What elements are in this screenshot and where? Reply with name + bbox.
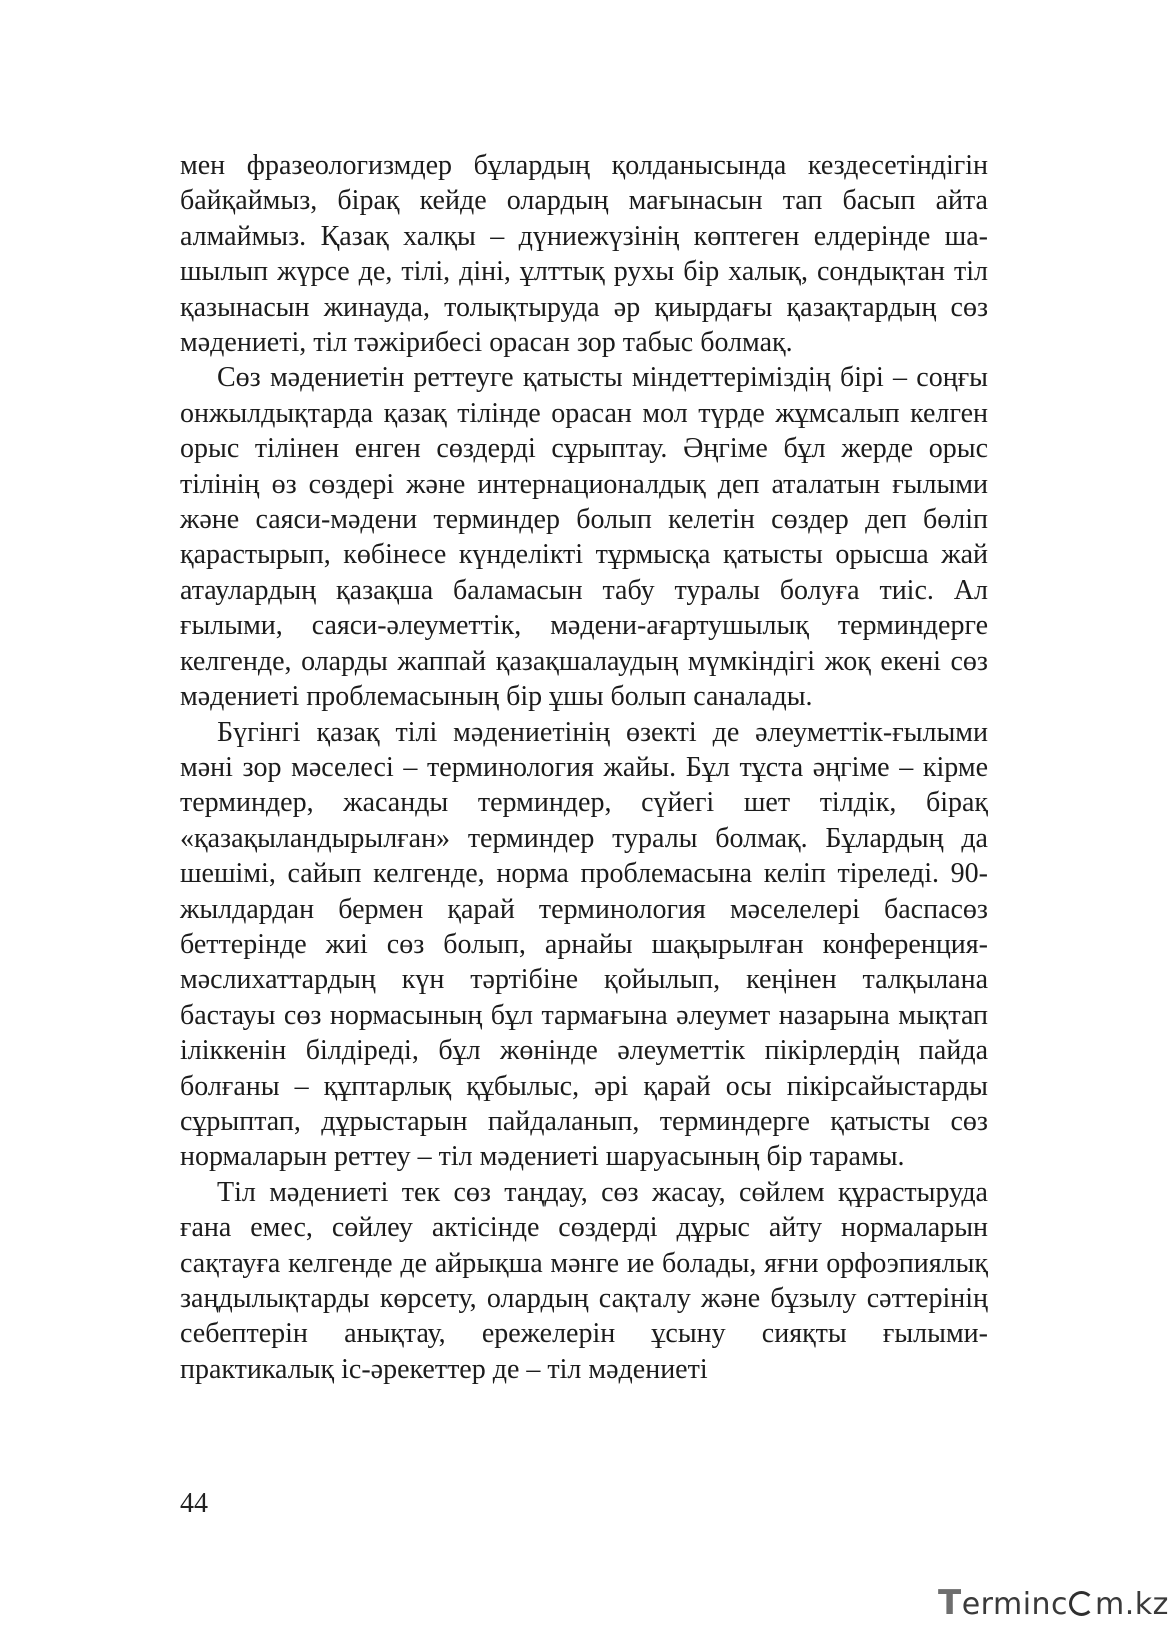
watermark-text-end: m.kz — [1095, 1587, 1169, 1622]
paragraph-2: Сөз мәдениетін реттеуге қатысты міндеттеріміздің бірі – соңғы онжылдықтарда қазақ тілінде орасан мол түрде жұмсалып келген орыс тілінен енген сөздерді сұрыптау. Әңгіме бұл жерде орыс тілінің өз сөздері және интернационалдық деп аталатын ғылыми және саяси-мәдени терминдер болып келетін сөздер деп бөліп қарастырып, көбінесе күнделікті тұрмысқа қатысты орысша жай атаулардың қазақша баламасын табу туралы болуға тиіс. Ал ғылыми, саяси-әлеуметтік, мәдени-ағартушылық терминдерге келгенде, оларды жаппай қазақшалаудың мүмкіндігі жоқ екені сөз мәдениеті проблемасының бір ұшы болып саналады. — [180, 362, 988, 713]
page-body-text — [180, 148, 988, 1387]
termincom-watermark-logo — [938, 1583, 1169, 1627]
watermark-text-start: erminc — [961, 1587, 1069, 1622]
paragraph-4: Тіл мәдениеті тек сөз таңдау, сөз жасау, сөйлем құрастыруда ғана емес, сөйлеу актісінде сөздерді дұрыс айту нормаларын сақтауға келгенде де айрықша мәнге ие болады, яғни орфоэпиялық заңдылықтарды көрсету, олардың сақталу және бұзылу сәттерінің себептерін анықтау, ережелерін ұсыну сияқты ғылыми-практикалық іс-әрекеттер де – тіл мәдениеті — [180, 1176, 988, 1385]
paragraph-3: Бүгінгі қазақ тілі мәдениетінің өзекті де әлеуметтік-ғылыми мәні зор мәселесі – терминология жайы. Бұл тұста әңгіме – кірме терминдер, жасанды терминдер, сүйегі шет тілдік, бірақ «қазақыландырылған» терминдер туралы болмақ. Бұлардың да шешімі, сайып келгенде, норма проблемасына келіп тіреледі. 90-жылдардан бермен қарай терминология мәселелері баспасөз беттерінде жиі сөз болып, арнайы шақырылған конференция-мәслихаттардың күн тәртібіне қойылып, кеңінен талқылана бастауы сөз нормасының бұл тармағына әлеумет назарына мықтап іліккенін білдіреді, бұл жөнінде әлеуметтік пікірлердің пайда болғаны – құптарлық құбылыс, әрі қарай осы пікірсайыстарды сұрыптап, дұрыстарын пайдаланып, терминдерге қатысты сөз нормаларын реттеу – тіл мәдениеті шаруасының бір тарамы. — [180, 716, 988, 1173]
watermark-t-glyph: T — [938, 1583, 962, 1623]
watermark-ring-icon — [1069, 1591, 1094, 1616]
paragraph-1: мен фразеологизмдер бұлардың қолданысында кездесетіндігін байқаймыз, бірақ кейде олардың мағынасын тап басып айта алмаймыз. Қазақ халқы – дүниежүзінің көптеген елдерінде шашылып жүрсе де, тілі, діні, ұлттық рухы бір халық, сондықтан тіл қазынасын жинауда, толықтыруда әр қиырдағы қазақтардың сөз мәдениеті, тіл тәжірибесі орасан зор табыс болмақ. — [180, 150, 988, 359]
page-number: 44 — [180, 1488, 208, 1519]
